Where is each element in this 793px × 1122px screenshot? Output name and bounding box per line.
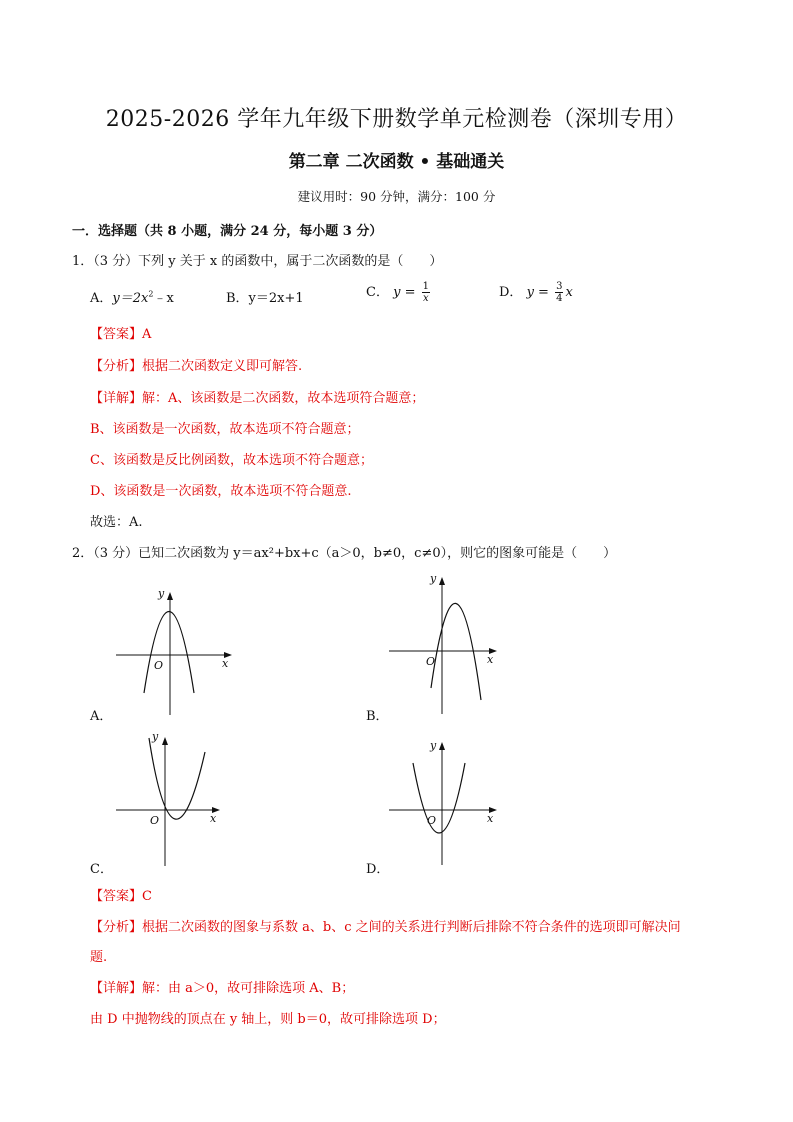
q1-detail-3: C、该函数是反比例函数，故本选项不符合题意； (90, 453, 373, 468)
q1-answer: 【答案】A (90, 327, 152, 342)
q2-analysis-2: 题. (90, 950, 108, 965)
q2-analysis-1: 【分析】根据二次函数的图象与系数 a、b、c 之间的关系进行判断后排除不符合条件的选项即可解决问 (90, 920, 681, 935)
q2-label-c: C． (90, 862, 113, 877)
q2-detail-1: 【详解】解：由 a＞0，故可排除选项 A、B； (90, 981, 355, 996)
q2-detail-2: 由 D 中抛物线的顶点在 y 轴上，则 b＝0，故可排除选项 D； (90, 1012, 446, 1027)
q2-label-d: D． (366, 862, 390, 877)
origin-label: O (426, 655, 436, 668)
y-axis-arrow (162, 737, 168, 745)
q1-option-d-tail: x (565, 285, 573, 300)
q1-option-a-sup: 2 (148, 289, 154, 299)
q2-graph-c (112, 728, 232, 868)
q1-option-a (90, 287, 174, 306)
x-axis-label: x (210, 812, 217, 825)
q1-option-c-lhs: y = (393, 285, 416, 300)
q2-label-a: A． (90, 709, 113, 724)
q1-option-b: B．y＝2x+1 (226, 291, 304, 306)
q1-conclusion: 故选：A. (90, 515, 143, 530)
q1-option-c (366, 281, 432, 304)
q1-option-a-label: A． (90, 291, 113, 306)
x-axis-label: x (487, 653, 494, 666)
q1-option-c-fraction (422, 281, 430, 304)
y-axis-arrow (439, 577, 445, 585)
q1-option-d-num: 3 (556, 281, 563, 292)
parabola-curve (431, 603, 481, 700)
q1-option-a-expr: y＝2x (112, 291, 149, 306)
chapter-subtitle: 第二章 二次函数 • 基础通关 (288, 152, 505, 172)
q2-graph-a (110, 575, 240, 720)
y-axis-arrow (439, 742, 445, 750)
parabola-curve (144, 612, 194, 694)
q2-graph-b (385, 568, 510, 718)
section-heading: 一．选择题（共 8 小题，满分 24 分，每小题 3 分） (72, 224, 383, 239)
q2-answer: 【答案】C (90, 889, 152, 904)
q2-graph-d (385, 733, 510, 868)
y-axis-label: y (430, 739, 437, 752)
q1-option-c-num: 1 (422, 281, 429, 292)
parabola-curve (149, 738, 205, 819)
q1-option-c-label: C． (366, 285, 389, 300)
y-axis-label: y (430, 572, 437, 585)
q1-option-c-den: x (422, 293, 429, 304)
q1-option-d-lhs: y = (526, 285, 549, 300)
parabola-curve (413, 763, 465, 833)
q1-analysis: 【分析】根据二次函数定义即可解答. (90, 359, 303, 374)
q1-stem: 1．（3 分）下列 y 关于 x 的函数中，属于二次函数的是（ ） (72, 254, 443, 269)
q1-option-d-label: D． (499, 285, 523, 300)
y-axis-arrow (167, 592, 173, 600)
q1-detail-1: 【详解】解：A、该函数是二次函数，故本选项符合题意； (90, 391, 425, 406)
q1-option-d-fraction (555, 281, 563, 304)
exam-meta: 建议用时：90 分钟，满分：100 分 (297, 189, 496, 204)
q2-stem: 2．（3 分）已知二次函数为 y＝ax²+bx+c（a＞0，b≠0，c≠0），则它的图象可能是（ ） (72, 546, 617, 561)
q2-label-b: B． (366, 709, 389, 724)
x-axis-label: x (222, 657, 229, 670)
q1-option-d (499, 281, 573, 304)
q1-option-d-den: 4 (556, 293, 563, 304)
origin-label: O (154, 659, 164, 672)
origin-label: O (427, 814, 437, 827)
x-axis-label: x (487, 812, 494, 825)
q1-option-a-tail: ﹣x (153, 291, 174, 306)
origin-label: O (150, 814, 160, 827)
q1-detail-4: D、该函数是一次函数，故本选项不符合题意. (90, 484, 352, 499)
y-axis-label: y (152, 730, 159, 743)
y-axis-label: y (158, 587, 165, 600)
page-title: 2025-2026 学年九年级下册数学单元检测卷（深圳专用） (105, 107, 688, 132)
q1-detail-2: B、该函数是一次函数，故本选项不符合题意； (90, 422, 360, 437)
